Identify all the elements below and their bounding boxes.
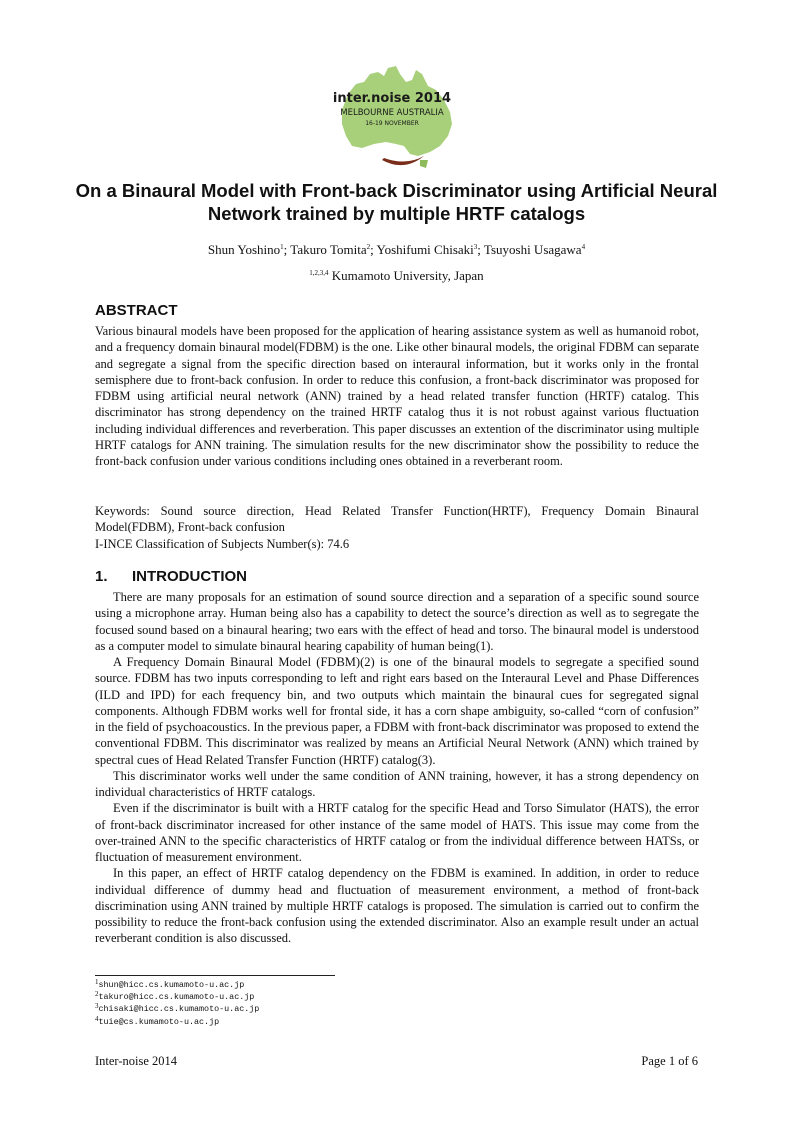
keywords: Keywords: Sound source direction, Head Related Transfer Function(HRTF), Frequency Domain Binaural Model(FDBM), Front-back confusion xyxy=(95,504,699,535)
paper-title: On a Binaural Model with Front-back Discriminator using Artificial Neural Network trained by multiple HRTF catalogs xyxy=(75,180,718,224)
author-1: Shun Yoshino$^1$; xyxy=(207,242,291,257)
footnote-divider xyxy=(95,975,335,976)
footer-conference: Inter-noise 2014 xyxy=(95,1054,178,1068)
logo-name: inter.noise 2014 xyxy=(332,91,452,106)
author-2: Takuro Tomita$^2$; xyxy=(290,242,377,257)
footnotes xyxy=(95,979,259,1028)
tasmania-shape xyxy=(420,160,428,168)
introduction-body xyxy=(95,589,699,947)
paragraph: A Frequency Domain Binaural Model (FDBM)(2) is one of the binaural models to segregate a specified sound source. FDBM has two inputs corresponding to left and right ears based on the Interaural Level and Phase Differences (ILD and IPD) for each frequency bin, and two outputs which maintain the binaural cues for segregated signal components. Although FDBM works well for frontal side, it has a corn shape ambiguity, so-called “corn of confusion” in the field of psychoacoustics. In the previous paper, a FDBM with front-back discriminator was proposed to extend the conventional FDBM. This discriminator was realized by means an Artificial Neural Network (ANN) which trained by spectral cues of Head Related Transfer Function (HRTF) catalog(3). xyxy=(95,655,699,767)
paragraph: In this paper, an effect of HRTF catalog dependency on the FDBM is examined. In addition, in order to reduce individual difference of dummy head and fluctuation of measurement environment, a method of front-back discrimination using ANN trained by multiple HRTF catalogs is proposed. The simulation is carried out to confirm the possibility to reduce the front-back confusion using the extended discriminator. Also an example result under an actual reverberant condition is also discussed. xyxy=(95,866,699,946)
paragraph: Even if the discriminator is built with a HRTF catalog for the specific Head and Torso Simulator (HATS), the error of front-back discriminator increased for other instance of the same model of HATS. This issue may come from the over-trained ANN to the specific characteristics of HRTF catalog or from the individual difference between HATSs, or fluctuation of measurement environment. xyxy=(95,801,699,864)
footnote: $^1$shun@hicc.cs.kumamoto-u.ac.jp xyxy=(95,978,245,990)
logo-dates: 16-19 NOVEMBER xyxy=(365,120,419,127)
section-heading-introduction: 1. INTRODUCTION xyxy=(95,568,247,585)
boomerang-icon xyxy=(382,156,424,165)
author-3: Yoshifumi Chisaki$^3$; xyxy=(376,242,484,257)
footer-page-number: Page 1 of 6 xyxy=(641,1054,698,1068)
abstract-heading: ABSTRACT xyxy=(95,302,178,319)
paragraph: This discriminator works well under the same condition of ANN training, however, it has a strong dependency on individual characteristics of HRTF catalogs. xyxy=(95,768,699,799)
footnote: $^3$chisaki@hicc.cs.kumamoto-u.ac.jp xyxy=(95,1002,260,1015)
footnote: $^4$tuie@cs.kumamoto-u.ac.jp xyxy=(95,1014,220,1027)
classification: I-INCE Classification of Subjects Number(s): 74.6 xyxy=(95,537,350,551)
conference-logo xyxy=(312,60,472,180)
logo-city: MELBOURNE AUSTRALIA xyxy=(340,108,444,118)
footnote: $^2$takuro@hicc.cs.kumamoto-u.ac.jp xyxy=(95,990,255,1003)
author-list xyxy=(60,242,733,258)
author-4: Tsuyoshi Usagawa$^4$ xyxy=(483,242,586,257)
abstract-body: Various binaural models have been proposed for the application of hearing assistance system as well as humanoid robot, and a frequency domain binaural model(FDBM) is the one. Like other binaural models, the original FDBM can separate and segregate a signal from the specific direction based on interaural information, but it works only in the frontal semisphere due to front-back confusion. In order to reduce this confusion, a front-back discriminator was proposed for FDBM using artificial neural network (ANN) trained by a head related transfer function (HRTF) catalog. This discriminator has strong dependency on the trained HRTF catalog thus it is not robust against various fluctuation including individual differences and reverberation. This paper discusses an extention of the discriminator using multiple HRTF catalogs for ANN training. The simulation results for the new discriminator show the possibility to reduce the front-back confusion under various conditions including ones obtained in a reverberant room. xyxy=(95,324,699,469)
affiliation: $^{1,2,3,4}$ Kumamoto University, Japan xyxy=(309,268,484,283)
paragraph: There are many proposals for an estimation of sound source direction and a separation of a specific sound source using a microphone array. Human being also has a capability to detect the source’s direction as well as to segregate the focused sound based on a binaural hearing; two ears with the effect of head and torso. The binaural model is understood as a computer model to simulate binaural hearing capability of human being(1). xyxy=(95,590,699,653)
